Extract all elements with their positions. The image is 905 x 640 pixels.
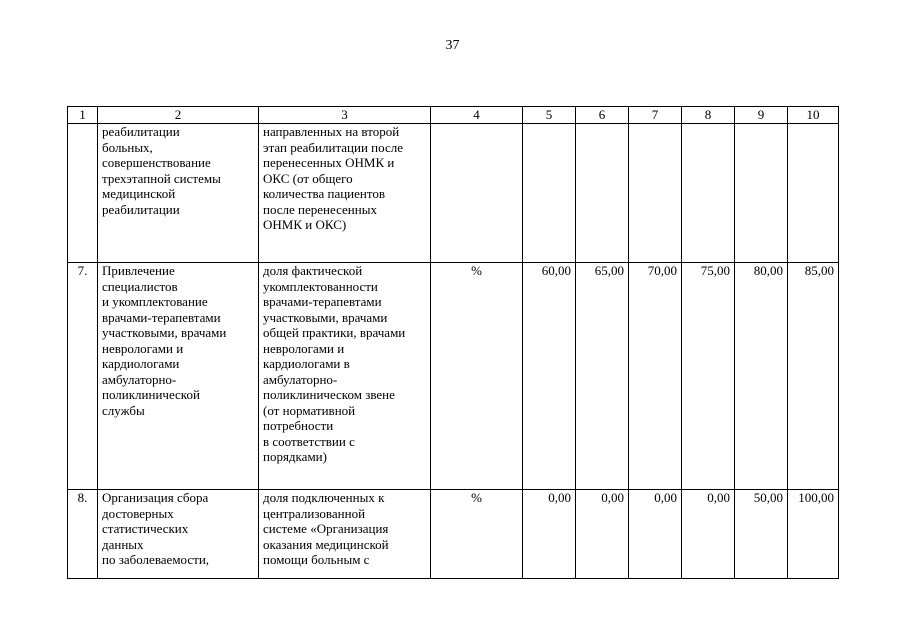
row-number: 7. — [68, 263, 98, 490]
column-header: 8 — [682, 107, 735, 124]
value-cell: 50,00 — [735, 490, 788, 579]
value-cell: 60,00 — [523, 263, 576, 490]
column-header: 2 — [98, 107, 259, 124]
value-cell: 0,00 — [629, 490, 682, 579]
column-header: 6 — [576, 107, 629, 124]
column-header: 7 — [629, 107, 682, 124]
value-cell: 65,00 — [576, 263, 629, 490]
page-number: 37 — [445, 38, 460, 53]
table-row — [68, 263, 839, 490]
measure-name: Привлечение специалистов и укомплектование врачами-терапевтами участковыми, врачами неврологами и кардиологами амбулаторно- поликлинической службы — [98, 263, 259, 490]
indicators-table — [67, 106, 839, 579]
unit-cell: % — [431, 490, 523, 579]
value-cell: 0,00 — [523, 490, 576, 579]
measure-name: Организация сбора достоверных статистических данных по заболеваемости, — [98, 490, 259, 579]
column-header: 5 — [523, 107, 576, 124]
value-cell: 0,00 — [682, 490, 735, 579]
measure-name: реабилитации больных, совершенствование трехэтапной системы медицинской реабилитации — [98, 124, 259, 263]
header-row — [68, 107, 839, 124]
row-number — [68, 124, 98, 263]
value-cell: 0,00 — [576, 490, 629, 579]
table-row — [68, 124, 839, 263]
column-header: 4 — [431, 107, 523, 124]
value-cell: 85,00 — [788, 263, 839, 490]
column-header: 1 — [68, 107, 98, 124]
column-header: 9 — [735, 107, 788, 124]
value-cell — [629, 124, 682, 263]
value-cell: 75,00 — [682, 263, 735, 490]
table-row — [68, 490, 839, 579]
indicator-name: направленных на второй этап реабилитации после перенесенных ОНМК и ОКС (от общего количества пациентов после перенесенных ОНМК и ОКС) — [259, 124, 431, 263]
value-cell — [788, 124, 839, 263]
value-cell — [576, 124, 629, 263]
value-cell — [682, 124, 735, 263]
value-cell: 70,00 — [629, 263, 682, 490]
row-number: 8. — [68, 490, 98, 579]
value-cell — [523, 124, 576, 263]
indicator-name: доля подключенных к централизованной системе «Организация оказания медицинской помощи больным с — [259, 490, 431, 579]
column-header: 3 — [259, 107, 431, 124]
value-cell: 100,00 — [788, 490, 839, 579]
value-cell — [735, 124, 788, 263]
unit-cell: % — [431, 263, 523, 490]
indicator-name: доля фактической укомплектованности врачами-терапевтами участковыми, врачами общей практики, врачами неврологами и кардиологами в амбулаторно- поликлиническом звене (от нормативной потребности в соответствии с порядками) — [259, 263, 431, 490]
unit-cell — [431, 124, 523, 263]
value-cell: 80,00 — [735, 263, 788, 490]
column-header: 10 — [788, 107, 839, 124]
